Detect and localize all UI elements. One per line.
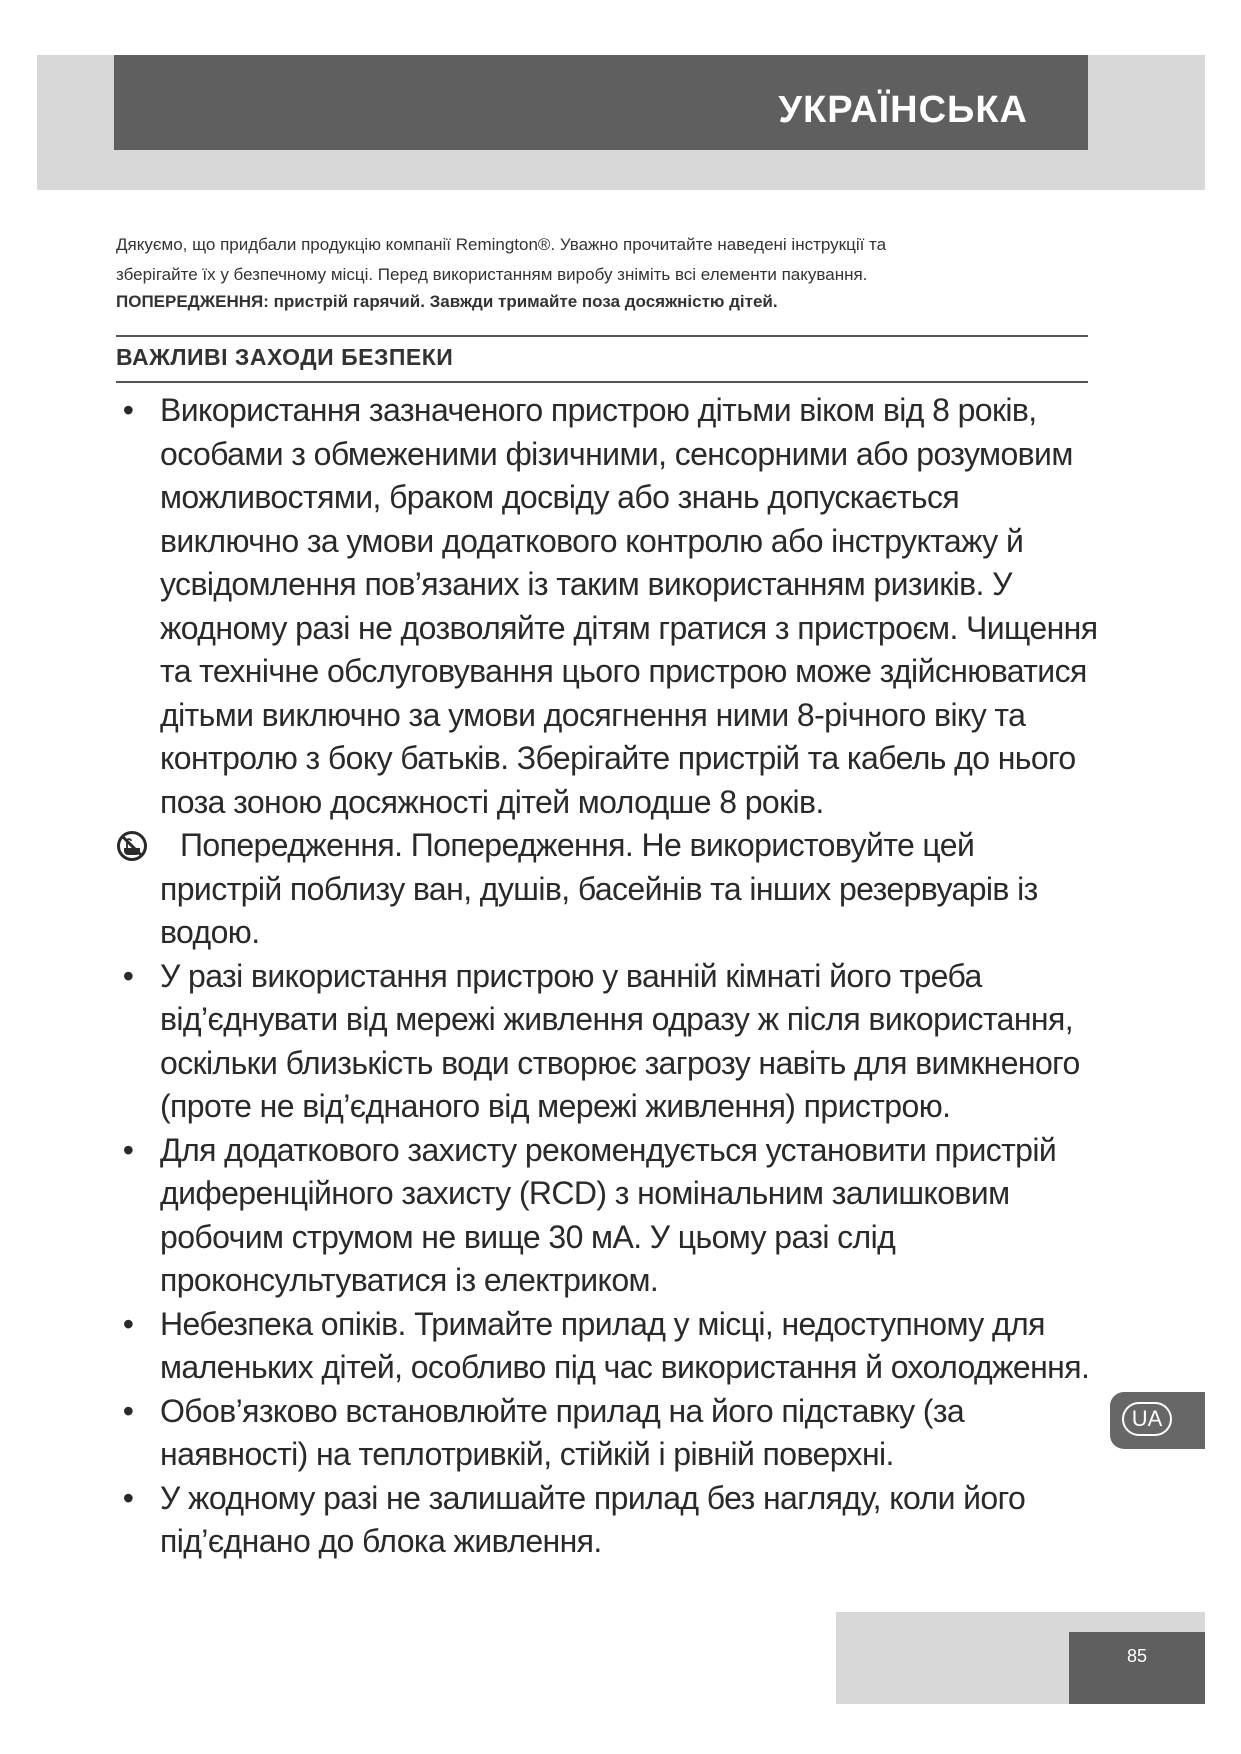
- list-item: [116, 389, 1098, 824]
- intro-text: [116, 230, 1086, 314]
- bullet-icon: •: [122, 1305, 134, 1342]
- page-number: 85: [1126, 1646, 1148, 1666]
- list-item-text: Обов’язково встановлюйте прилад на його підставку (за наявності) на теплотривкій, стійкій і рівній поверхні.: [160, 1392, 965, 1472]
- section-heading: ВАЖЛИВІ ЗАХОДИ БЕЗПЕКИ: [116, 344, 454, 370]
- list-item: [116, 1303, 1098, 1390]
- list-item-text: Попередження. Попередження. Не використовуйте цей пристрій поблизу ван, душів, басейнів та інших резервуарів із водою.: [160, 827, 1038, 950]
- list-item-text: У разі використання пристрою у ванній кімнаті його треба від’єднувати від мережі живлення одразу ж після використання, оскільки близькість води створює загрозу навіть для вимкненого (проте не від’єднаного від мережі живлення) пристрою.: [160, 957, 1080, 1124]
- section-divider-top: [116, 335, 1088, 337]
- header-bar: [114, 55, 1088, 150]
- section-divider-bottom: [116, 381, 1088, 383]
- list-item: [116, 955, 1098, 1129]
- intro-line-2: зберігайте їх у безпечному місці. Перед використанням виробу зніміть всі елементи пакування.: [116, 265, 868, 284]
- page-title: УКРАЇНСЬКА: [778, 89, 1028, 131]
- bullet-icon: •: [122, 1131, 134, 1168]
- intro-warning: ПОПЕРЕДЖЕННЯ: пристрій гарячий. Завжди тримайте поза досяжністю дітей.: [116, 292, 778, 311]
- list-item-text: У жодному разі не залишайте прилад без нагляду, коли його під’єднано до блока живлення.: [160, 1479, 1026, 1559]
- list-item-text: Використання зазначеного пристрою дітьми віком від 8 років, особами з обмеженими фізичними, сенсорними або розумовим можливостями, браком досвіду або знань допускається виключно за умови додаткового контролю або інструктажу й усвідомлення пов’язаних із таким використанням ризиків. У жодному разі не дозволяйте дітям гратися з пристроєм. Чищення та технічне обслуговування цього пристрою може здійснюватися дітьми виключно за умови досягнення ними 8-річного віку та контролю з боку батьків. Зберігайте пристрій та кабель до нього поза зоною досяжності дітей молодше 8 років.: [160, 392, 1098, 820]
- bullet-icon: •: [122, 1479, 134, 1516]
- list-item: [116, 1129, 1098, 1303]
- list-item-text: Для додаткового захисту рекомендується установити пристрій диференційного захисту (RCD) з номінальним залишковим робочим струмом не вище 30 мА. У цьому разі слід проконсультуватися із електриком.: [160, 1131, 1057, 1298]
- bullet-icon: •: [122, 957, 134, 994]
- intro-line-1: Дякуємо, що придбали продукцію компанії Remington®. Уважно прочитайте наведені інструкції та: [116, 235, 887, 254]
- list-item: [116, 1390, 1098, 1477]
- bullet-icon: •: [122, 392, 134, 428]
- safety-list: [116, 389, 1098, 1564]
- list-item: [116, 1477, 1098, 1564]
- list-item-text: Небезпека опіків. Тримайте прилад у місці, недоступному для маленьких дітей, особливо під час використання й охолодження.: [160, 1305, 1090, 1385]
- language-badge: UA: [1122, 1402, 1172, 1436]
- bullet-icon: •: [122, 1392, 134, 1429]
- list-item-warning: [116, 824, 1098, 955]
- footer-bar: [1069, 1632, 1205, 1704]
- no-bath-water-icon: [116, 830, 148, 862]
- language-tab: [1110, 1392, 1205, 1449]
